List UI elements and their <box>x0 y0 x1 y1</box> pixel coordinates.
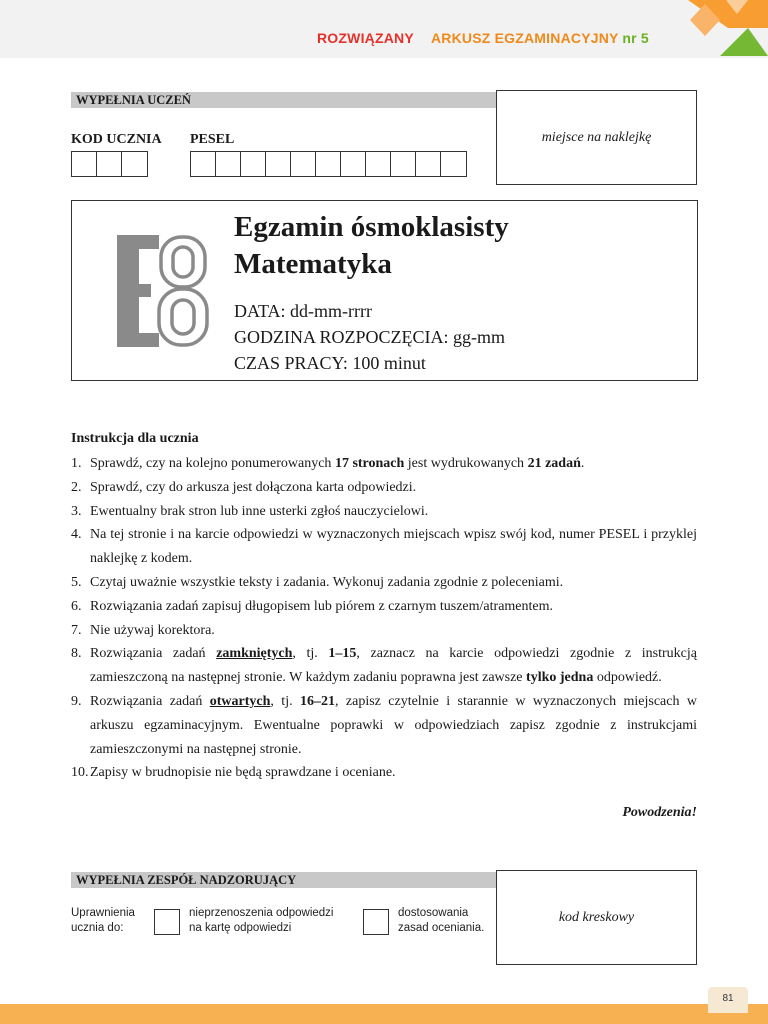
tag-sheet-text: ARKUSZ EGZAMINACYJNY <box>431 30 619 46</box>
instruction-text: Nie używaj korektora. <box>90 622 215 638</box>
instruction-text: , tj. <box>292 646 329 662</box>
exam-meta <box>234 298 505 376</box>
instruction-text: Zapisy w brudnopisie nie będą sprawdzane i oceniane. <box>90 765 396 781</box>
instruction-text: jest wydrukowanych <box>404 456 528 471</box>
instruction-item <box>71 500 697 524</box>
exam-title-line1: Egzamin ósmoklasisty <box>234 211 509 243</box>
entitlement-label-line2: ucznia do: <box>71 922 124 934</box>
instruction-text: Rozwiązania zadań <box>90 693 210 709</box>
instruction-underlined: otwartych <box>209 693 271 709</box>
instruction-item <box>71 619 697 643</box>
pesel-label: PESEL <box>190 132 235 147</box>
instruction-text: . <box>580 456 585 471</box>
adjusted-grading-checkbox[interactable] <box>363 909 389 935</box>
barcode-place <box>496 870 697 965</box>
e8-logo-icon <box>117 235 209 347</box>
sticker-place <box>496 90 697 185</box>
instruction-text: Sprawdź, czy do arkusza jest dołączona karta odpowiedzi. <box>90 479 417 495</box>
instruction-text: Rozwiązania zadań zapisuj długopisem lub piórem z czarnym tuszem/atramentem. <box>90 598 553 614</box>
exam-date: DATA: dd-mm-rrrr <box>234 301 373 321</box>
instruction-number: 4. <box>71 527 82 543</box>
instruction-item <box>71 642 697 690</box>
instruction-emphasis: 21 zadań <box>527 456 581 471</box>
exam-title-box <box>71 200 698 381</box>
instruction-number: 2. <box>71 479 82 495</box>
instruction-number: 8. <box>71 646 82 662</box>
instruction-text: , zapisz czytelnie i starannie w wyznaczonych miejscach w arkuszu egzaminacyjnym. Ewentualne poprawki w odpowiedziach zapisz zgodnie z instrukcjami zamieszczonymi na następnej stronie. <box>90 693 697 757</box>
instructions-heading: Instrukcja dla ucznia <box>71 431 199 446</box>
instruction-text: , zaznacz na karcie odpowiedzi zgodnie z instrukcją zamieszczoną na następnej stronie. W każdym zadaniu poprawna jest zawsze <box>90 646 697 686</box>
signoff: Powodzenia! <box>622 805 697 820</box>
page-footer <box>0 1004 768 1024</box>
exam-title <box>234 209 509 283</box>
exam-duration: CZAS PRACY: 100 minut <box>234 353 426 373</box>
exam-title-line2: Matematyka <box>234 248 392 280</box>
instruction-text: Na tej stronie i na karcie odpowiedzi w wyznaczonych miejscach wpisz swój kod, numer PESEL i przyklej naklejkę z kodem. <box>90 527 697 567</box>
entitlement-label <box>71 906 135 936</box>
instruction-number: 5. <box>71 574 82 590</box>
instruction-item <box>71 595 697 619</box>
no-transfer-checkbox[interactable] <box>154 909 180 935</box>
entitlement-label-line1: Uprawnienia <box>71 907 135 919</box>
exam-start-time: GODZINA ROZPOCZĘCIA: gg-mm <box>234 327 505 347</box>
instruction-item <box>71 761 697 785</box>
instruction-number: 3. <box>71 503 82 519</box>
page-number: 81 <box>708 987 748 1013</box>
instruction-text: odpowiedź. <box>593 670 662 686</box>
tag-sheet <box>431 30 649 46</box>
instruction-underlined: zamkniętych <box>216 646 293 662</box>
instruction-item <box>71 476 697 500</box>
no-transfer-label-line1: nieprzenoszenia odpowiedzi <box>189 907 334 919</box>
adjusted-grading-label-line2: zasad oceniania. <box>398 922 485 934</box>
instruction-item <box>71 690 697 761</box>
instruction-emphasis: 16–21 <box>300 693 335 709</box>
tag-solved: ROZWIĄZANY <box>317 30 414 46</box>
student-code-input[interactable] <box>71 151 148 177</box>
instruction-text: Sprawdź, czy na kolejno ponumerowanych <box>90 456 335 471</box>
page-header <box>0 0 768 58</box>
instruction-number: 7. <box>71 622 82 638</box>
instruction-text: , tj. <box>270 693 300 709</box>
instruction-item <box>71 452 697 476</box>
instruction-emphasis: 1–15 <box>328 646 357 662</box>
no-transfer-label <box>189 906 334 936</box>
student-code-label: KOD UCZNIA <box>71 132 162 147</box>
instruction-number: 9. <box>71 693 82 709</box>
instructions-list <box>71 452 697 785</box>
adjusted-grading-label <box>398 906 484 936</box>
supervisor-section-label: WYPEŁNIA ZESPÓŁ NADZORUJĄCY <box>71 872 496 888</box>
sticker-place-label: miejsce na naklejkę <box>541 129 652 145</box>
barcode-place-label: kod kreskowy <box>558 909 635 925</box>
pesel-input[interactable] <box>190 151 467 177</box>
instruction-item <box>71 523 697 571</box>
tag-number: nr 5 <box>622 30 649 46</box>
instruction-text: Ewentualny brak stron lub inne usterki zgłoś nauczycielowi. <box>90 503 429 519</box>
instruction-number: 10. <box>71 765 89 781</box>
instruction-item <box>71 571 697 595</box>
no-transfer-label-line2: na kartę odpowiedzi <box>189 922 292 934</box>
corner-decoration-icon <box>668 0 768 72</box>
adjusted-grading-label-line1: dostosowania <box>398 907 469 919</box>
instruction-text: Rozwiązania zadań <box>90 646 217 662</box>
instruction-emphasis: tylko jedna <box>526 670 594 686</box>
instruction-number: 1. <box>71 456 82 471</box>
instruction-text: Czytaj uważnie wszystkie teksty i zadania. Wykonuj zadania zgodnie z poleceniami. <box>90 574 564 590</box>
instruction-number: 6. <box>71 598 82 614</box>
student-section-label: WYPEŁNIA UCZEŃ <box>71 92 496 108</box>
instruction-emphasis: 17 stronach <box>334 456 405 471</box>
